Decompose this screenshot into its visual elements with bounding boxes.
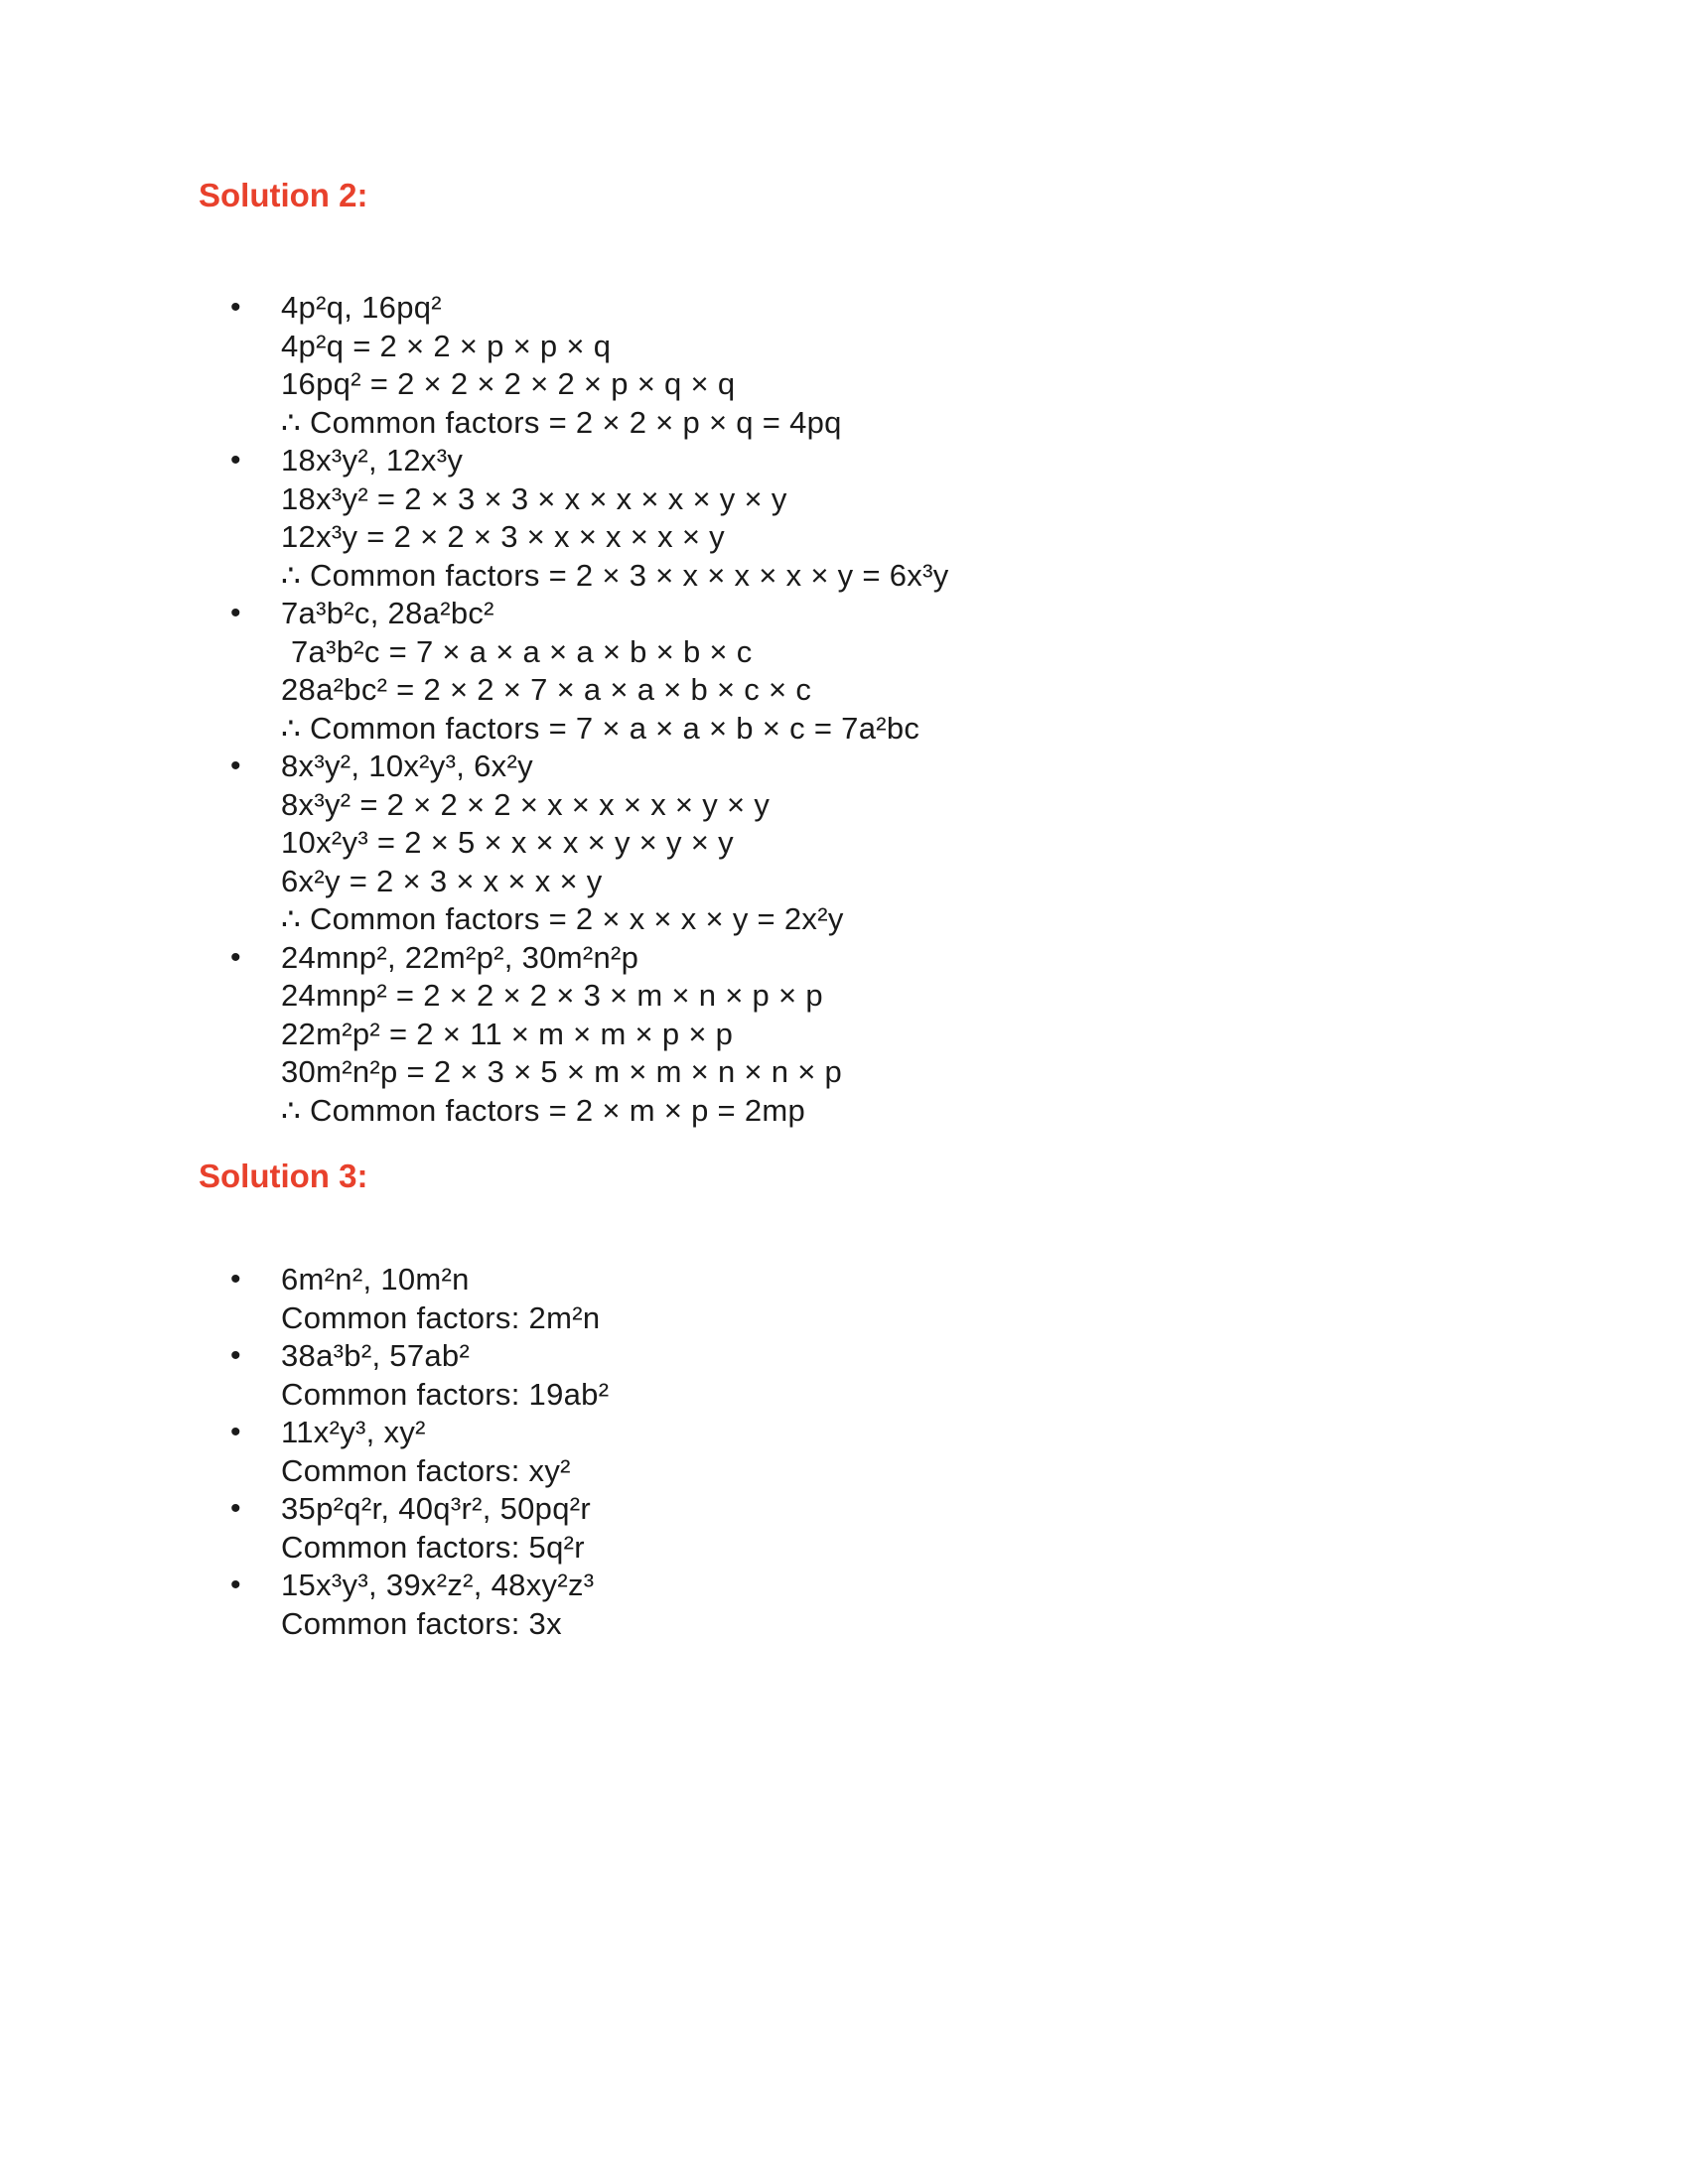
- bullet-icon: •: [230, 1339, 241, 1372]
- problem-item: [0, 748, 949, 939]
- solution-2-heading: Solution 2:: [199, 177, 368, 213]
- bullet-icon: •: [230, 444, 241, 477]
- common-factors-line: ∴ Common factors = 2 × 2 × p × q = 4pq: [281, 404, 842, 440]
- problem-statement: 18x³y², 12x³y: [281, 443, 464, 478]
- problem-item: [0, 595, 949, 748]
- common-factors-line: Common factors: 5q²r: [281, 1529, 585, 1565]
- factorization-line: 16pq² = 2 × 2 × 2 × 2 × p × q × q: [281, 366, 736, 401]
- problem-item: [0, 939, 949, 1131]
- problem-statement: 4p²q, 16pq²: [281, 290, 442, 325]
- bullet-icon: •: [230, 1263, 241, 1296]
- common-factors-line: Common factors: 3x: [281, 1605, 562, 1641]
- factorization-line: 6x²y = 2 × 3 × x × x × y: [281, 863, 603, 898]
- factorization-line: 12x³y = 2 × 2 × 3 × x × x × x × y: [281, 519, 725, 554]
- problem-item: [0, 1490, 609, 1567]
- common-factors-line: ∴ Common factors = 2 × x × x × y = 2x²y: [281, 901, 844, 936]
- problem-statement: 38a³b², 57ab²: [281, 1338, 471, 1373]
- problem-item: [0, 1261, 609, 1337]
- factorization-line: 24mnp² = 2 × 2 × 2 × 3 × m × n × p × p: [281, 978, 823, 1013]
- factorization-line: 10x²y³ = 2 × 5 × x × x × y × y × y: [281, 825, 734, 860]
- bullet-icon: •: [230, 291, 241, 324]
- problem-statement: 6m²n², 10m²n: [281, 1262, 470, 1297]
- solution-3-heading: Solution 3:: [199, 1158, 368, 1194]
- bullet-icon: •: [230, 1569, 241, 1601]
- problem-statement: 11x²y³, xy²: [281, 1415, 426, 1449]
- common-factors-line: ∴ Common factors = 7 × a × a × b × c = 7a²bc: [281, 710, 920, 746]
- bullet-icon: •: [230, 940, 241, 974]
- factorization-line: 4p²q = 2 × 2 × p × p × q: [281, 328, 612, 363]
- bullet-icon: •: [230, 750, 241, 782]
- solution-2-list: [0, 289, 949, 1130]
- common-factors-line: Common factors: 19ab²: [281, 1376, 610, 1412]
- problem-item: [0, 442, 949, 595]
- problem-statement: 15x³y³, 39x²z², 48xy²z³: [281, 1568, 595, 1602]
- bullet-icon: •: [230, 1416, 241, 1448]
- problem-statement: 8x³y², 10x²y³, 6x²y: [281, 749, 533, 783]
- factorization-line: 7a³b²c = 7 × a × a × a × b × b × c: [291, 633, 753, 669]
- factorization-line: 22m²p² = 2 × 11 × m × m × p × p: [281, 1016, 734, 1051]
- problem-item: [0, 289, 949, 442]
- common-factors-line: Common factors: xy²: [281, 1452, 571, 1488]
- solution-3-list: [0, 1261, 609, 1643]
- factorization-line: 18x³y² = 2 × 3 × 3 × x × x × x × y × y: [281, 480, 787, 516]
- problem-statement: 24mnp², 22m²p², 30m²n²p: [281, 939, 639, 975]
- bullet-icon: •: [230, 1492, 241, 1525]
- common-factors-line: ∴ Common factors = 2 × 3 × x × x × x × y = 6x³y: [281, 557, 949, 593]
- common-factors-line: ∴ Common factors = 2 × m × p = 2mp: [281, 1092, 806, 1128]
- problem-item: [0, 1337, 609, 1414]
- problem-item: [0, 1414, 609, 1490]
- factorization-line: 8x³y² = 2 × 2 × 2 × x × x × x × y × y: [281, 786, 771, 822]
- bullet-icon: •: [230, 597, 241, 629]
- problem-item: [0, 1567, 609, 1643]
- common-factors-line: Common factors: 2m²n: [281, 1299, 601, 1335]
- problem-statement: 7a³b²c, 28a²bc²: [281, 596, 494, 630]
- factorization-line: 28a²bc² = 2 × 2 × 7 × a × a × b × c × c: [281, 672, 812, 707]
- problem-statement: 35p²q²r, 40q³r², 50pq²r: [281, 1491, 591, 1526]
- factorization-line: 30m²n²p = 2 × 3 × 5 × m × m × n × n × p: [281, 1054, 843, 1089]
